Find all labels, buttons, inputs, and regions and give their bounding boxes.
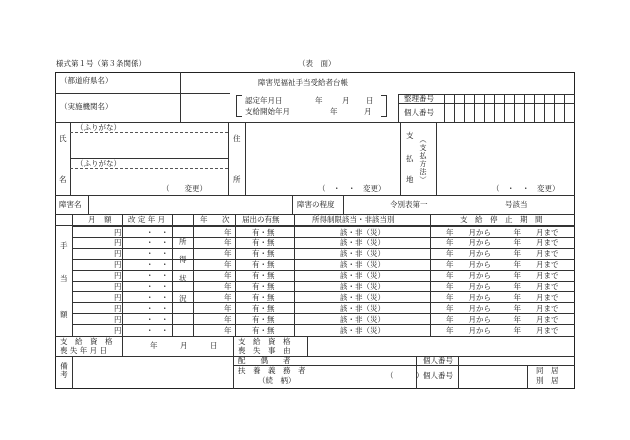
row-limit: 該・非（災） — [340, 303, 385, 313]
remarks-label: 備考 — [59, 362, 69, 379]
row-limit: 該・非（災） — [340, 238, 385, 248]
loss-date-label: 支 給 資 格 — [60, 337, 113, 346]
payment-change: （ ・ ・ 変更） — [492, 184, 560, 193]
row-date: ・ ・ — [146, 292, 169, 302]
limit-header: 所得制限該当・非該当別 — [312, 215, 395, 224]
revision-header: 改 定 年 月 — [128, 215, 166, 224]
row-date: ・ ・ — [146, 303, 169, 313]
row-filing: 有・無 — [252, 238, 275, 248]
row-date: ・ ・ — [146, 314, 169, 324]
loss-date: 年 月 日 — [150, 341, 218, 350]
amount-header: 額 — [104, 215, 112, 224]
disability-degree-label: 障害の程度 — [297, 200, 335, 209]
personal-number-label: 個人番号 — [404, 108, 434, 117]
row-date: ・ ・ — [146, 227, 169, 237]
top-divider — [55, 122, 575, 123]
year-header: 年 — [200, 215, 208, 224]
row-stop: 年 月から 年 月まで — [446, 249, 559, 259]
furigana-label: （ふりがな） — [76, 123, 121, 132]
prefecture-label: （都道府県名） — [60, 76, 113, 85]
form-number: 様式第１号（第３条関係） — [56, 59, 146, 68]
supporter-label: 扶 養 義 務 者 — [238, 366, 306, 375]
row-date: ・ ・ — [146, 249, 169, 259]
agency-label: （実施機関名） — [60, 102, 113, 111]
row-year: 年 — [224, 314, 232, 324]
relation-paren: （ ） — [386, 371, 424, 380]
row-year: 年 — [224, 292, 232, 302]
row-year: 年 — [224, 325, 232, 335]
row-year: 年 — [224, 238, 232, 248]
living-apart: 別 居 — [536, 376, 559, 385]
loss-reason-label: 支 給 資 格 — [238, 337, 291, 346]
row-yen: 円 — [114, 238, 122, 248]
address-label: 住 — [233, 134, 241, 143]
row-filing: 有・無 — [252, 303, 275, 313]
row-date: ・ ・ — [146, 282, 169, 291]
name-change: （ 変更） — [162, 184, 207, 193]
living-together: 同 居 — [536, 366, 559, 375]
row-limit: 該・非（災） — [340, 292, 385, 302]
stop-header: 支 給 停 止 期 間 — [460, 215, 543, 224]
row-stop: 年 月から 年 月まで — [446, 260, 559, 270]
row-stop: 年 月から 年 月まで — [446, 227, 559, 237]
row-yen: 円 — [114, 271, 122, 281]
row-stop: 年 月から 年 月まで — [446, 325, 559, 335]
row-stop: 年 月から 年 月まで — [446, 292, 559, 302]
row-yen: 円 — [114, 282, 122, 291]
row-stop: 年 月から 年 月まで — [446, 314, 559, 324]
row-year: 年 — [224, 271, 232, 281]
row-limit: 該・非（災） — [340, 282, 385, 291]
row-yen: 円 — [114, 314, 122, 324]
row-date: ・ ・ — [146, 271, 169, 281]
row-filing: 有・無 — [252, 282, 275, 291]
address-change: （ ・ ・ 変更） — [318, 184, 386, 193]
row-limit: 該・非（災） — [340, 314, 385, 324]
row-yen: 円 — [114, 292, 122, 302]
row-yen: 円 — [114, 249, 122, 259]
payment-label: 支 — [406, 131, 414, 140]
row-filing: 有・無 — [252, 249, 275, 259]
row-yen: 円 — [114, 325, 122, 335]
supporter-personal-number: 個人番号 — [423, 371, 453, 380]
row-filing: 有・無 — [252, 314, 275, 324]
payment-method-label: （支払方法） — [419, 136, 427, 184]
row-stop: 年 月から 年 月まで — [446, 271, 559, 281]
row-year: 年 — [224, 303, 232, 313]
allowance-side-label: 手 — [60, 241, 68, 250]
row-year: 年 — [224, 249, 232, 259]
row-filing: 有・無 — [252, 325, 275, 335]
row-yen: 円 — [114, 227, 122, 237]
ledger-title: 障害児福祉手当受給者台帳 — [258, 78, 348, 87]
row-year: 年 — [224, 227, 232, 237]
row-date: ・ ・ — [146, 238, 169, 248]
spouse-label: 配 偶 者 — [238, 356, 291, 365]
row-year: 年 — [224, 282, 232, 291]
row-limit: 該・非（災） — [340, 260, 385, 270]
pay-start-label: 支給開始年月 — [245, 107, 290, 116]
row-date: ・ ・ — [146, 325, 169, 335]
row-yen: 円 — [114, 303, 122, 313]
row-limit: 該・非（災） — [340, 325, 385, 335]
cert-date-label: 認定年月日 — [245, 96, 283, 105]
name-label: 氏 — [59, 134, 67, 143]
row-stop: 年 月から 年 月まで — [446, 238, 559, 248]
income-side-label: 所 — [179, 237, 187, 246]
row-limit: 該・非（災） — [340, 249, 385, 259]
relation-label: （続 柄） — [258, 376, 296, 385]
item-label: 号該当 — [505, 200, 528, 209]
row-limit: 該・非（災） — [340, 271, 385, 281]
ledger-number-label: 整理番号 — [404, 94, 434, 103]
row-year: 年 — [224, 260, 232, 270]
side-label: （表 面） — [298, 59, 336, 68]
table-reference: 令別表第一 — [390, 200, 428, 209]
row-filing: 有・無 — [252, 292, 275, 302]
row-filing: 有・無 — [252, 271, 275, 281]
row-stop: 年 月から 年 月まで — [446, 282, 559, 291]
row-date: ・ ・ — [146, 260, 169, 270]
row-stop: 年 月から 年 月まで — [446, 303, 559, 313]
row-filing: 有・無 — [252, 227, 275, 237]
disability-name-label: 障害名 — [59, 200, 82, 209]
filing-header: 届出の有無 — [242, 215, 280, 224]
row-limit: 該・非（災） — [340, 227, 385, 237]
row-yen: 円 — [114, 260, 122, 270]
row-filing: 有・無 — [252, 260, 275, 270]
spouse-personal-number: 個人番号 — [423, 356, 453, 365]
